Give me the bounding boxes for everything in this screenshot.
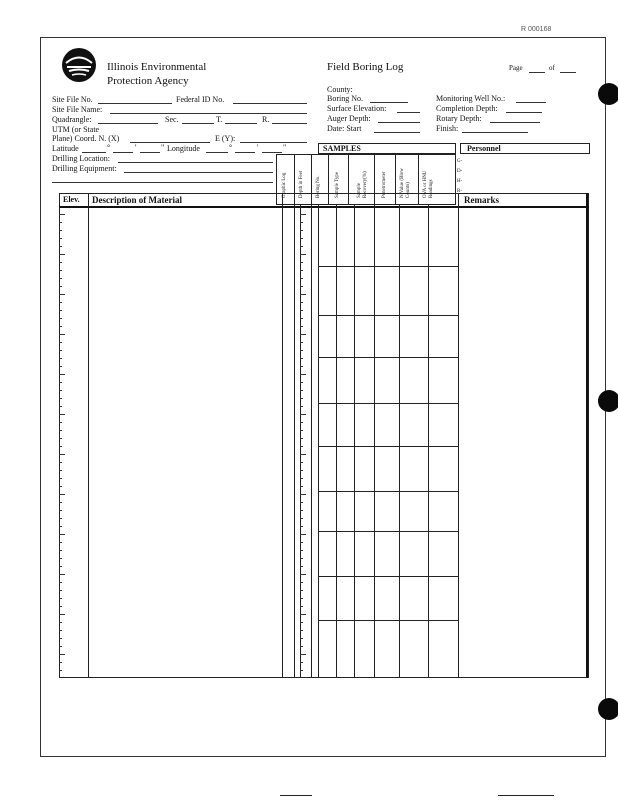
site-file-no-field[interactable]: [98, 94, 172, 104]
col-boring-no: Boring No.: [316, 175, 321, 198]
scale-tick: [300, 566, 303, 567]
scale-tick: [300, 382, 303, 383]
scale-tick: [59, 334, 65, 335]
sec-field[interactable]: [182, 114, 214, 124]
col-sample-recovery: Sample Recovery(%): [357, 171, 368, 198]
scale-tick: [59, 414, 65, 415]
page-number-field[interactable]: [529, 63, 545, 73]
federal-id-field[interactable]: [233, 94, 307, 104]
scale-tick: [300, 358, 303, 359]
scale-tick: [59, 486, 62, 487]
scale-tick: [59, 566, 62, 567]
t-field[interactable]: [225, 114, 257, 124]
agency-name-line2: Protection Agency: [107, 75, 189, 87]
personnel-row-d: D-: [457, 169, 463, 174]
scale-tick: [59, 254, 65, 255]
scale-tick: [59, 350, 62, 351]
drilling-equipment-field-2[interactable]: [52, 173, 273, 183]
t-label: T.: [216, 115, 223, 124]
scale-tick: [300, 238, 303, 239]
surface-elevation-field[interactable]: [397, 103, 420, 113]
latitude-deg-field[interactable]: [82, 143, 106, 153]
scale-tick: [59, 302, 62, 303]
scale-tick: [300, 590, 303, 591]
latitude-deg-mark: °: [107, 143, 111, 152]
scale-tick: [300, 478, 303, 479]
drilling-location-field[interactable]: [118, 153, 273, 163]
scale-tick: [59, 446, 62, 447]
scale-tick: [59, 222, 62, 223]
date-start-field[interactable]: [374, 123, 420, 133]
drilling-location-label: Drilling Location:: [52, 154, 110, 163]
scale-tick: [300, 670, 303, 671]
scale-tick: [300, 518, 303, 519]
scale-tick: [59, 286, 62, 287]
scale-tick: [59, 398, 62, 399]
scale-tick: [300, 486, 303, 487]
scale-tick: [59, 214, 65, 215]
scale-tick: [300, 350, 303, 351]
document-id: R 000168: [521, 26, 552, 33]
scale-tick: [59, 598, 62, 599]
scale-tick: [300, 550, 303, 551]
scale-tick: [59, 470, 62, 471]
scale-tick: [59, 510, 62, 511]
scale-tick: [59, 462, 62, 463]
surface-elevation-label: Surface Elevation:: [327, 104, 387, 113]
finish-label: Finish:: [436, 124, 459, 133]
coord-n-field[interactable]: [130, 133, 210, 143]
scale-tick: [59, 310, 62, 311]
scale-tick: [300, 318, 303, 319]
scale-tick: [59, 366, 62, 367]
scale-tick: [300, 510, 303, 511]
scale-tick: [59, 270, 62, 271]
scale-tick: [300, 470, 303, 471]
longitude-label: Longitude: [167, 144, 200, 153]
scale-tick: [59, 622, 62, 623]
site-file-name-label: Site File Name:: [52, 105, 103, 114]
federal-id-label: Federal ID No.: [176, 95, 225, 104]
scale-tick: [59, 430, 62, 431]
scale-tick: [59, 654, 65, 655]
scale-tick: [300, 246, 303, 247]
longitude-deg-mark: °: [229, 143, 233, 152]
scale-tick: [59, 278, 62, 279]
scale-tick: [300, 406, 303, 407]
scale-tick: [59, 582, 62, 583]
scale-tick: [300, 582, 303, 583]
quadrangle-label: Quadrangle:: [52, 115, 92, 124]
utm-label-line2: Plane) Coord. N. (X): [52, 134, 120, 143]
scale-tick: [59, 342, 62, 343]
latitude-sec-mark: ": [161, 143, 165, 152]
remarks-header: Remarks: [464, 195, 499, 205]
scale-tick: [59, 590, 62, 591]
latitude-min-mark: ': [135, 143, 137, 152]
scale-tick: [59, 534, 65, 535]
samples-header: SAMPLES: [323, 144, 361, 153]
rotary-depth-label: Rotary Depth:: [436, 114, 482, 123]
col-graphic-log: Graphic Log: [282, 172, 287, 198]
scale-tick: [59, 406, 62, 407]
drilling-equipment-label: Drilling Equipment:: [52, 164, 117, 173]
scale-tick: [300, 598, 303, 599]
scale-tick: [300, 294, 306, 295]
scale-tick: [59, 550, 62, 551]
page-of-label: of: [549, 64, 555, 72]
scale-tick: [59, 518, 62, 519]
completion-depth-label: Completion Depth:: [436, 104, 498, 113]
scale-tick: [300, 414, 306, 415]
scale-tick: [300, 646, 303, 647]
scale-tick: [59, 614, 65, 615]
scale-tick: [59, 422, 62, 423]
col-ova-hnu: OVA or HNU Readings: [423, 170, 434, 198]
latitude-min-field[interactable]: [113, 143, 133, 153]
scale-tick: [59, 478, 62, 479]
personnel-row-h: H-: [457, 179, 463, 184]
scale-tick: [59, 638, 62, 639]
scale-tick: [300, 622, 303, 623]
scale-tick: [300, 574, 306, 575]
scale-tick: [300, 342, 303, 343]
boring-no-label: Boring No.: [327, 94, 363, 103]
scale-tick: [300, 262, 303, 263]
coord-e-field[interactable]: [240, 133, 307, 143]
scale-tick: [59, 374, 65, 375]
scale-tick: [300, 462, 303, 463]
binder-hole-middle: [598, 390, 618, 412]
page-total-field[interactable]: [560, 63, 576, 73]
finish-field[interactable]: [462, 123, 528, 133]
monitoring-well-label: Monitoring Well No.:: [436, 94, 506, 103]
scale-tick: [59, 318, 62, 319]
latitude-sec-field[interactable]: [140, 143, 160, 153]
footer-line-right: [498, 795, 554, 796]
scale-tick: [300, 254, 306, 255]
r-field[interactable]: [272, 114, 307, 124]
scale-tick: [300, 310, 303, 311]
scale-tick: [300, 614, 306, 615]
scale-tick: [300, 366, 303, 367]
scale-tick: [300, 502, 303, 503]
scale-tick: [59, 662, 62, 663]
page-label: Page: [509, 64, 523, 72]
scale-tick: [300, 654, 306, 655]
scale-tick: [59, 230, 62, 231]
description-header: Description of Material: [92, 195, 182, 205]
scale-tick: [59, 454, 65, 455]
col-penetrometer: Penetrometer: [382, 171, 387, 198]
longitude-sec-mark: ": [283, 143, 287, 152]
scale-tick: [300, 638, 303, 639]
date-start-label: Date: Start: [327, 124, 362, 133]
drilling-equipment-field[interactable]: [124, 163, 273, 173]
scale-tick: [300, 542, 303, 543]
scale-tick: [59, 606, 62, 607]
scale-tick: [59, 262, 62, 263]
quadrangle-field[interactable]: [98, 114, 158, 124]
binder-hole-bottom: [598, 698, 618, 720]
scale-tick: [59, 502, 62, 503]
rotary-depth-field[interactable]: [490, 113, 540, 123]
longitude-sec-field[interactable]: [262, 143, 282, 153]
scale-tick: [300, 390, 303, 391]
scale-tick: [300, 222, 303, 223]
scale-tick: [300, 662, 303, 663]
iepa-logo-icon: [60, 46, 98, 84]
scale-tick: [300, 270, 303, 271]
scale-tick: [59, 558, 62, 559]
scale-tick: [300, 334, 306, 335]
scale-tick: [59, 438, 62, 439]
site-file-name-field[interactable]: [110, 104, 307, 114]
scale-tick: [300, 214, 306, 215]
scale-tick: [300, 286, 303, 287]
longitude-min-field[interactable]: [235, 143, 255, 153]
site-file-no-label: Site File No.: [52, 95, 93, 104]
scale-tick: [59, 630, 62, 631]
scale-tick: [59, 326, 62, 327]
utm-label-line1: UTM (or State: [52, 125, 100, 134]
scale-tick: [59, 246, 62, 247]
sec-label: Sec.: [165, 115, 179, 124]
binder-hole-top: [598, 83, 618, 105]
county-label: County:: [327, 85, 353, 94]
scale-tick: [300, 606, 303, 607]
scale-tick: [59, 238, 62, 239]
scale-tick: [300, 454, 306, 455]
scale-tick: [59, 390, 62, 391]
personnel-row-r: R-: [457, 189, 462, 194]
completion-depth-field[interactable]: [506, 103, 542, 113]
scale-tick: [300, 494, 306, 495]
scale-tick: [300, 326, 303, 327]
personnel-row-g: G-: [457, 159, 463, 164]
scale-tick: [59, 670, 62, 671]
scale-tick: [59, 382, 62, 383]
longitude-deg-field[interactable]: [206, 143, 228, 153]
scale-tick: [300, 374, 306, 375]
scale-tick: [300, 446, 303, 447]
col-n-value: N Value (Blow Counts): [400, 168, 411, 198]
scale-tick: [300, 630, 303, 631]
col-depth-in-feet: Depth in Feet: [299, 170, 304, 198]
agency-name-line1: Illinois Environmental: [107, 61, 207, 73]
scale-tick: [300, 558, 303, 559]
r-label: R.: [262, 115, 270, 124]
latitude-label: Latitude: [52, 144, 79, 153]
scale-tick: [300, 430, 303, 431]
monitoring-well-field[interactable]: [516, 93, 546, 103]
scale-tick: [59, 294, 65, 295]
scale-tick: [59, 542, 62, 543]
auger-depth-field[interactable]: [378, 113, 420, 123]
scale-tick: [300, 526, 303, 527]
boring-no-field[interactable]: [370, 93, 408, 103]
scale-tick: [300, 438, 303, 439]
scale-tick: [300, 534, 306, 535]
footer-line-left: [280, 795, 312, 796]
scale-tick: [300, 230, 303, 231]
longitude-min-mark: ': [257, 143, 259, 152]
scale-tick: [59, 494, 65, 495]
form-title: Field Boring Log: [327, 61, 404, 73]
personnel-header: Personnel: [467, 144, 501, 153]
coord-e-label: E (Y):: [215, 134, 236, 143]
scale-tick: [300, 398, 303, 399]
scale-tick: [300, 302, 303, 303]
scale-tick: [59, 574, 65, 575]
scale-tick: [59, 358, 62, 359]
scale-tick: [300, 422, 303, 423]
elev-header: Elev.: [63, 195, 80, 204]
col-sample-type: Sample Type: [335, 171, 340, 198]
auger-depth-label: Auger Depth:: [327, 114, 371, 123]
scale-tick: [59, 526, 62, 527]
scale-tick: [300, 278, 303, 279]
scale-tick: [59, 646, 62, 647]
